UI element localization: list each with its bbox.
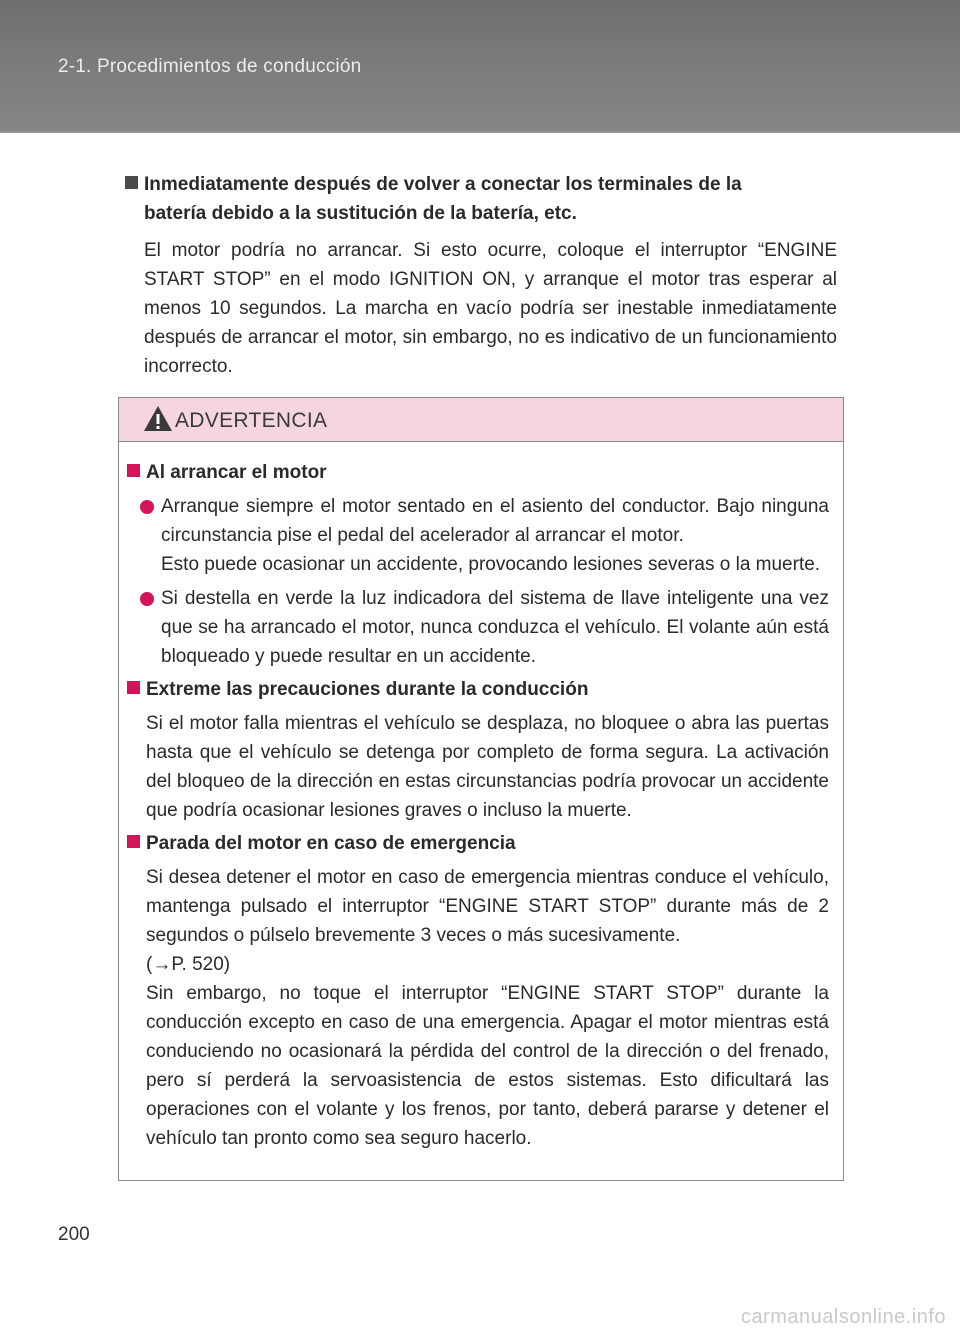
intro-section [125, 170, 837, 381]
warning-paragraph: Si el motor falla mientras el vehículo se desplaza, no bloquee o abra las puertas hasta que el vehículo se detenga por completo de forma segura. La activación del bloqueo de la dirección en estas circunstancias podría provocar un accidente que podría ocasionar lesiones graves o incluso la muerte. [146, 713, 829, 821]
warning-bullet: Si destella en verde la luz indicadora del sistema de llave inteligente una vez que se ha arrancado el motor, nunca conduzca el vehículo. El volante aún está bloqueado y puede resultar en un accidente. [127, 584, 829, 671]
warning-header [119, 398, 843, 442]
warning-section-heading: Parada del motor en caso de emergencia [127, 829, 829, 858]
page-number: 200 [58, 1224, 90, 1245]
watermark: carmanualsonline.info [740, 1306, 946, 1328]
warning-section-heading: Extreme las precauciones durante la conducción [127, 675, 829, 704]
square-bullet-icon [127, 464, 140, 477]
intro-paragraph: El motor podría no arrancar. Si esto ocurre, coloque el interruptor “ENGINE START STOP” en el modo IGNITION ON, y arranque el motor tras esperar al menos 10 segundos. La marcha en vacío podría ser inestable inmediatamente después de arrancar el motor, sin embargo, no es indicativo de un funcionamiento incorrecto. [144, 240, 837, 377]
page-reference: (→P. 520) [146, 954, 231, 975]
round-bullet-icon [140, 500, 154, 514]
warning-paragraph: Si desea detener el motor en caso de emergencia mientras conduce el vehículo, mantenga pulsado el interruptor “ENGINE START STOP” durante más de 2 segundos o púlselo brevemente 3 veces o más sucesivamente. (→P. 520) Sin embargo, no toque el interruptor “ENGINE START STOP” durante la conducción excepto en caso de una emergencia. Apagar el motor mientras está conduciendo no ocasionará la pérdida del control de la dirección o del frenado, pero sí perderá la servoasistencia de estos sistemas. Esto dificultará las operaciones con el volante y los frenos, por tanto, deberá pararse y detener el vehículo tan pronto como sea seguro hacerlo. [146, 867, 829, 1149]
square-bullet-icon [125, 176, 138, 189]
intro-heading: Inmediatamente después de volver a conectar los terminales de la [125, 170, 837, 199]
warning-triangle-icon [143, 404, 173, 434]
warning-body [119, 442, 843, 1153]
warning-title: ADVERTENCIA [175, 409, 328, 432]
round-bullet-icon [140, 592, 154, 606]
warning-bullet: Arranque siempre el motor sentado en el asiento del conductor. Bajo ninguna circunstancia pise el pedal del acelerador al arrancar el motor. Esto puede ocasionar un accidente, provocando lesiones severas o la muerte. [127, 492, 829, 579]
section-title: 2-1. Procedimientos de conducción [58, 56, 362, 77]
square-bullet-icon [127, 835, 140, 848]
warning-box [118, 397, 844, 1181]
square-bullet-icon [127, 681, 140, 694]
intro-heading-continued: batería debido a la sustitución de la batería, etc. [144, 203, 577, 224]
warning-section-heading: Al arrancar el motor [127, 458, 829, 487]
header-band [0, 0, 960, 133]
